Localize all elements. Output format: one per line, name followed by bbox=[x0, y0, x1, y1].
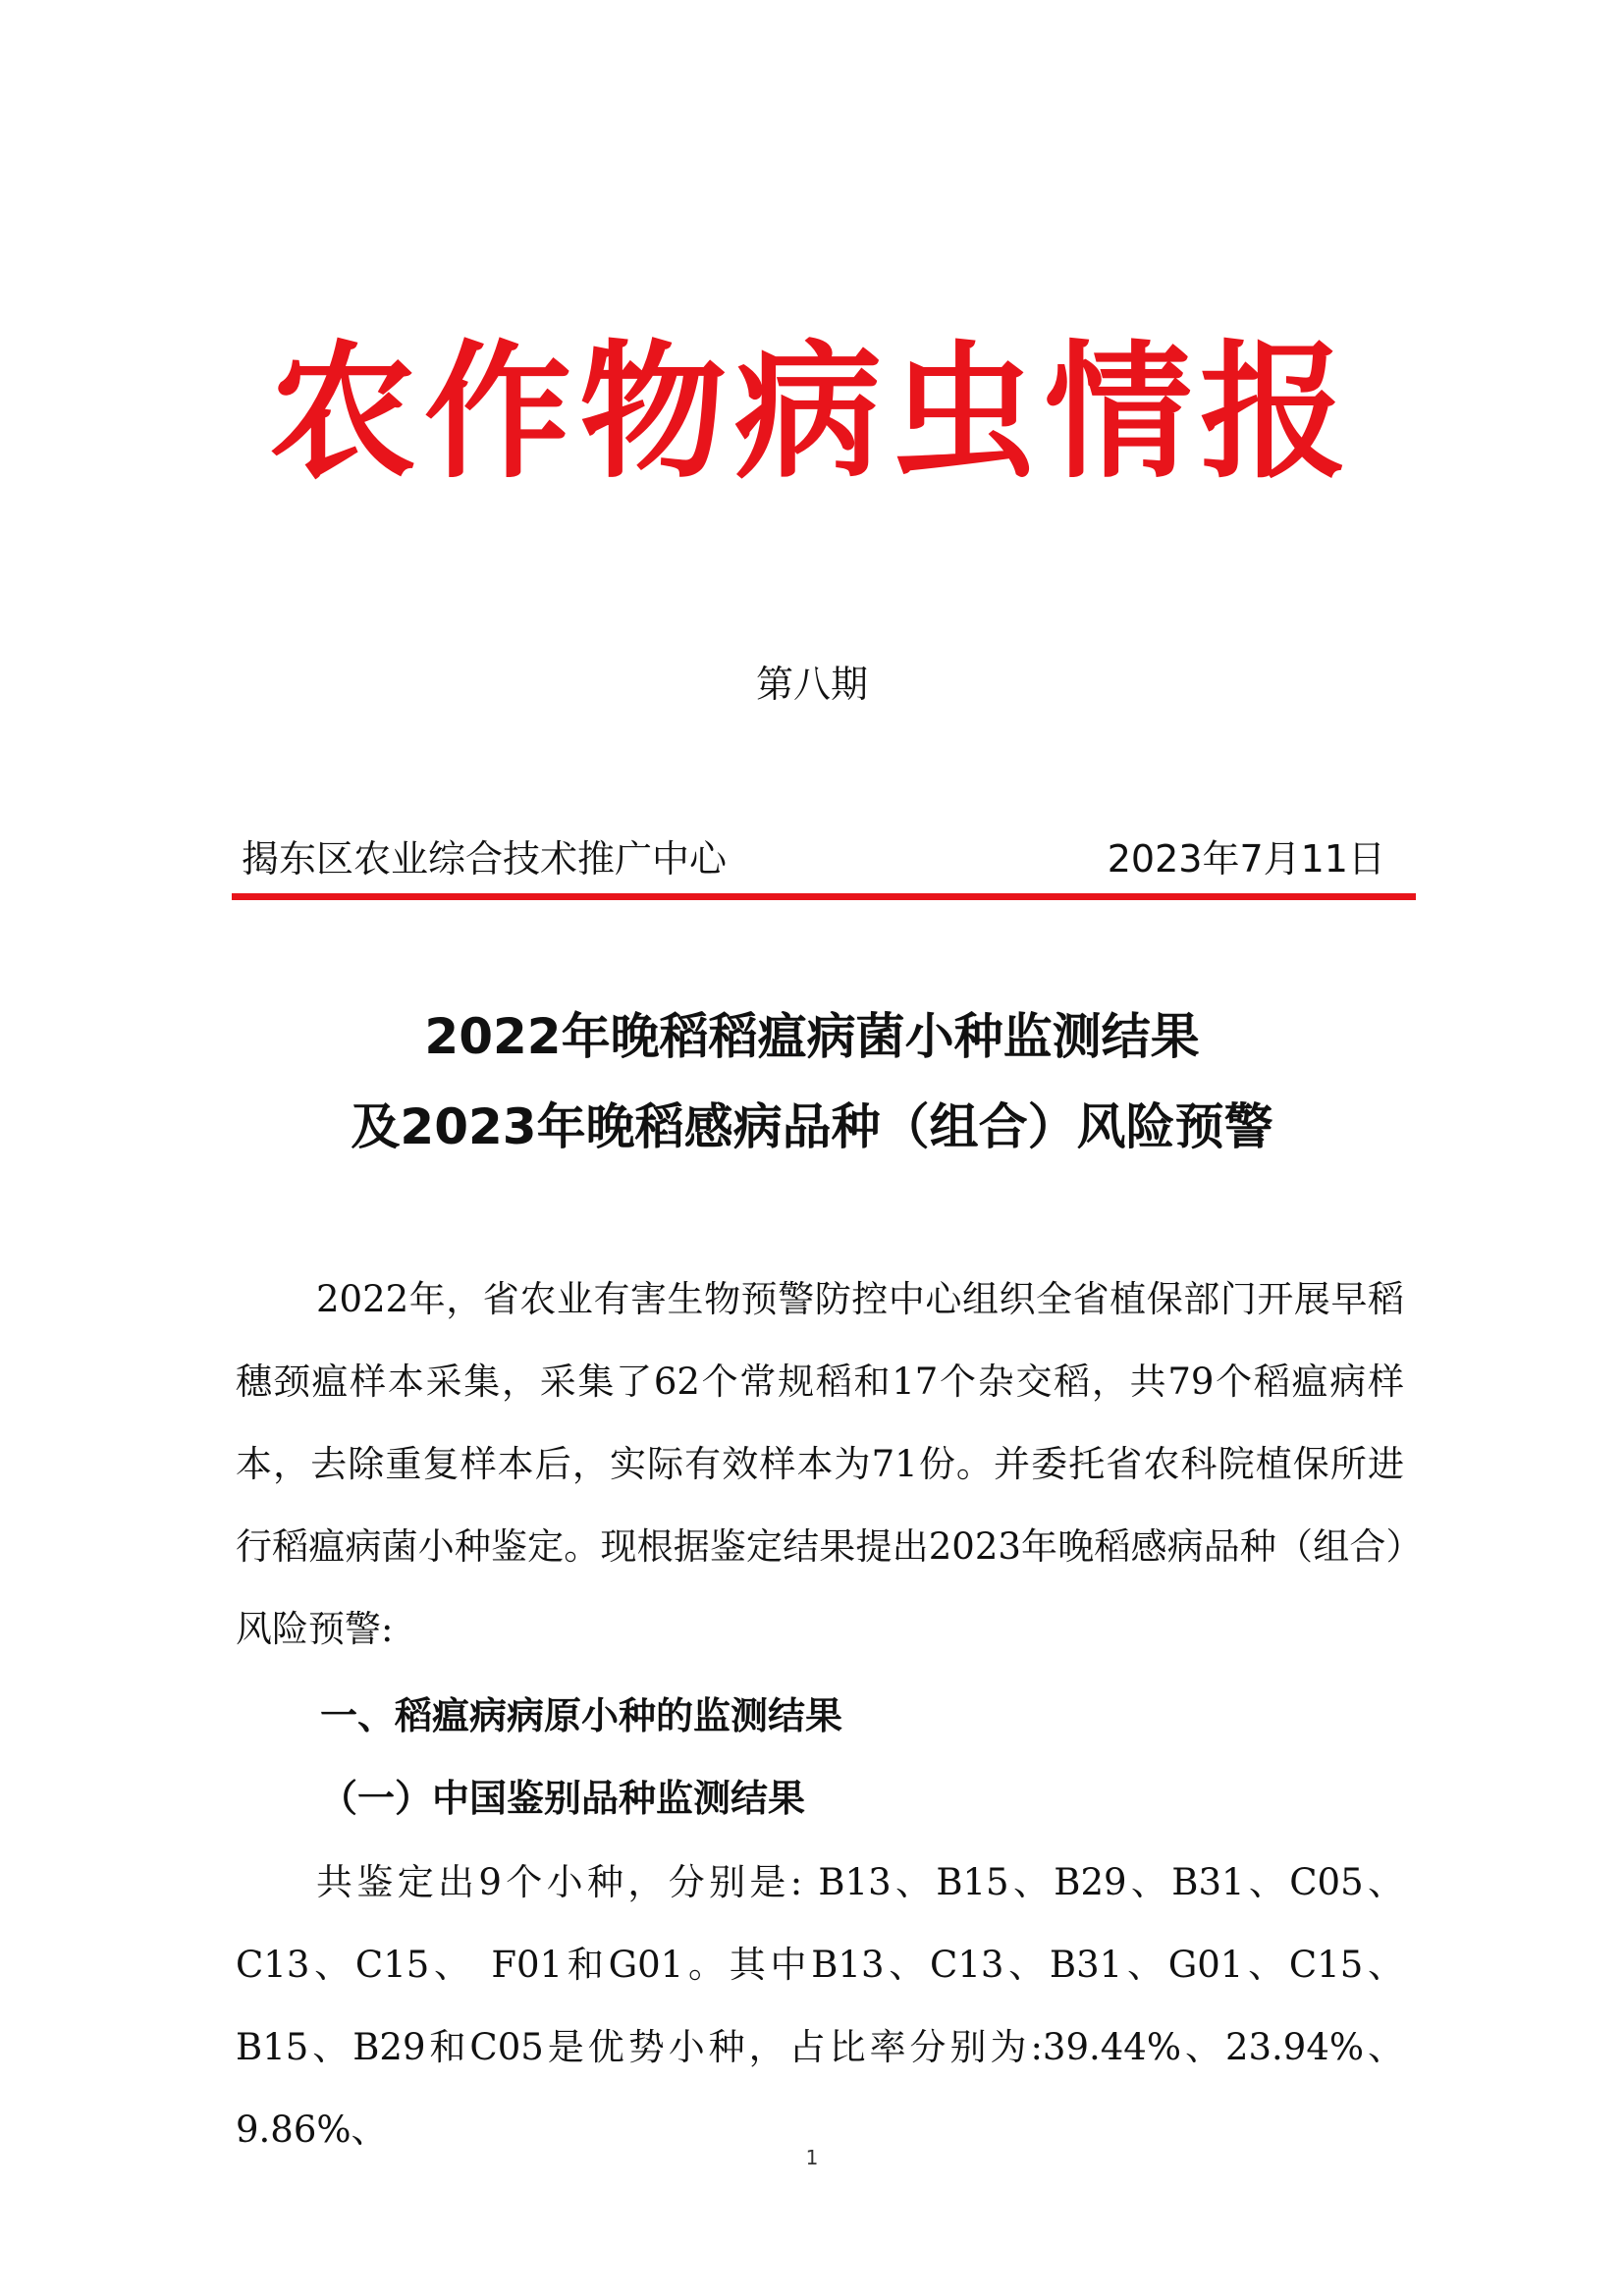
issue-date: 2023年7月11日 bbox=[1107, 837, 1385, 881]
issue-number: 第八期 bbox=[755, 663, 868, 706]
subsection-1-paragraph: 共鉴定出9个小种，分别是: B13、B15、B29、B31、C05、C13、C15、 F01和G01。其中B13、C13、B31、G01、C15、B15、B29和C05是优势小种，占比率分别为:39.44%、23.94%、9.86%、 bbox=[236, 1861, 1404, 2151]
red-divider-rule bbox=[232, 893, 1416, 900]
subsection-1-body bbox=[236, 1842, 1404, 2171]
page-number: 1 bbox=[805, 2146, 819, 2169]
section-heading-1: 一、稻瘟病病原小种的监测结果 bbox=[320, 1693, 843, 1737]
intro-section bbox=[236, 1258, 1404, 1671]
masthead-title: 农作物病虫情报 bbox=[268, 326, 1355, 499]
document-title-line-2: 及2023年晚稻感病品种（组合）风险预警 bbox=[351, 1098, 1273, 1155]
issuing-organization: 揭东区农业综合技术推广中心 bbox=[242, 837, 728, 881]
subsection-heading-1: （一）中国鉴别品种监测结果 bbox=[320, 1776, 806, 1820]
document-title-line-1: 2022年晚稻稻瘟病菌小种监测结果 bbox=[424, 1008, 1200, 1065]
intro-paragraph: 2022年，省农业有害生物预警防控中心组织全省植保部门开展早稻穗颈瘟样本采集，采集了62个常规稻和17个杂交稻，共79个稻瘟病样本，去除重复样本后，实际有效样本为71份。并委托省农科院植保所进行稻瘟病菌小种鉴定。现根据鉴定结果提出2023年晚稻感病品种（组合）风险预警: bbox=[236, 1278, 1404, 1650]
issuer-row bbox=[242, 834, 1385, 883]
